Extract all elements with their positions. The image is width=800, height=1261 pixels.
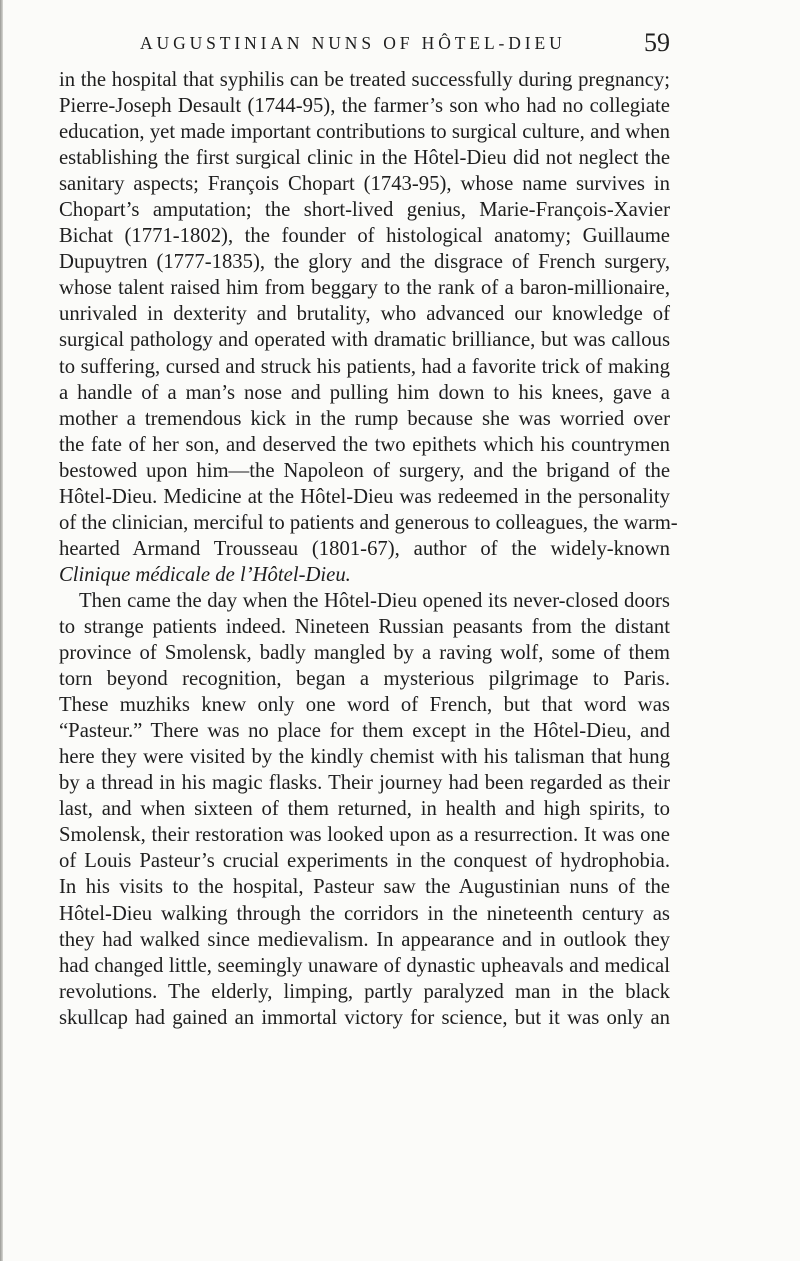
text-line: Hôtel-Dieu. Medicine at the Hôtel-Dieu was redeemed in the personality — [59, 485, 670, 508]
body-text — [59, 67, 678, 1031]
text-line: here they were visited by the kindly chemist with his talisman that hung — [59, 746, 670, 769]
text-line: Chopart’s amputation; the short-lived genius, Marie-François-Xavier — [59, 199, 670, 222]
text-line: to suffering, cursed and struck his patients, had a favorite trick of making — [59, 355, 670, 378]
text-line: skullcap had gained an immortal victory for science, but it was only an — [59, 1006, 670, 1029]
text-line: had changed little, seemingly unaware of dynastic upheavals and medical — [59, 954, 670, 977]
text-line: province of Smolensk, badly mangled by a raving wolf, some of them — [59, 642, 670, 665]
paragraph-first-line: Then came the day when the Hôtel-Dieu opened its never-closed doors — [79, 589, 670, 612]
text-line: by a thread in his magic flasks. Their journey had been regarded as their — [59, 772, 670, 795]
text-line: In his visits to the hospital, Pasteur saw the Augustinian nuns of the — [59, 876, 670, 899]
text-line: Hôtel-Dieu walking through the corridors in the nineteenth century as — [59, 902, 670, 925]
text-line: Dupuytren (1777-1835), the glory and the disgrace of French surgery, — [59, 251, 670, 274]
text-line: in the hospital that syphilis can be treated successfully during pregnancy; — [59, 69, 670, 91]
text-line: Smolensk, their restoration was looked upon as a resurrection. It was one — [59, 824, 670, 847]
text-line: unrivaled in dexterity and brutality, who advanced our knowledge of — [59, 303, 670, 326]
text-line: sanitary aspects; François Chopart (1743-95), whose name survives in — [59, 173, 670, 196]
page-number: 59 — [644, 28, 670, 57]
text-line: whose talent raised him from beggary to the rank of a baron-millionaire, — [59, 277, 670, 300]
text-line: mother a tremendous kick in the rump because she was worried over — [59, 407, 670, 430]
text-line: education, yet made important contributions to surgical culture, and when — [59, 121, 670, 144]
italic-book-title-line: Clinique médicale de l’Hôtel-Dieu. — [59, 563, 351, 586]
text-line: they had walked since medievalism. In appearance and in outlook they — [59, 928, 670, 951]
text-line: revolutions. The elderly, limping, partly paralyzed man in the black — [59, 980, 670, 1003]
text-line: hearted Armand Trousseau (1801-67), author of the widely-known — [59, 537, 670, 560]
text-line: Pierre-Joseph Desault (1744-95), the farmer’s son who had no collegiate — [59, 95, 670, 118]
text-line: the fate of her son, and deserved the two epithets which his countrymen — [59, 433, 670, 456]
text-line: of Louis Pasteur’s crucial experiments in the conquest of hydrophobia. — [59, 850, 670, 873]
text-line: a handle of a man’s nose and pulling him down to his knees, gave a — [59, 381, 670, 404]
page-edge-shadow — [0, 0, 3, 1261]
text-line: establishing the first surgical clinic in the Hôtel-Dieu did not neglect the — [59, 147, 670, 170]
text-line: bestowed upon him—the Napoleon of surgery, and the brigand of the — [59, 459, 670, 482]
running-title: AUGUSTINIAN NUNS OF HÔTEL-DIEU — [140, 33, 566, 53]
text-line: Bichat (1771-1802), the founder of histological anatomy; Guillaume — [59, 225, 670, 248]
text-line: torn beyond recognition, began a mysterious pilgrimage to Paris. — [59, 668, 670, 691]
text-line: of the clinician, merciful to patients and generous to colleagues, the warm- — [59, 511, 678, 534]
text-line: to strange patients indeed. Nineteen Russian peasants from the distant — [59, 615, 670, 638]
text-line: surgical pathology and operated with dramatic brilliance, but was callous — [59, 329, 670, 352]
text-line: “Pasteur.” There was no place for them except in the Hôtel-Dieu, and — [59, 720, 670, 743]
running-head — [140, 28, 670, 57]
text-line: These muzhiks knew only one word of French, but that word was — [59, 694, 670, 717]
text-line: last, and when sixteen of them returned, in health and high spirits, to — [59, 798, 670, 821]
